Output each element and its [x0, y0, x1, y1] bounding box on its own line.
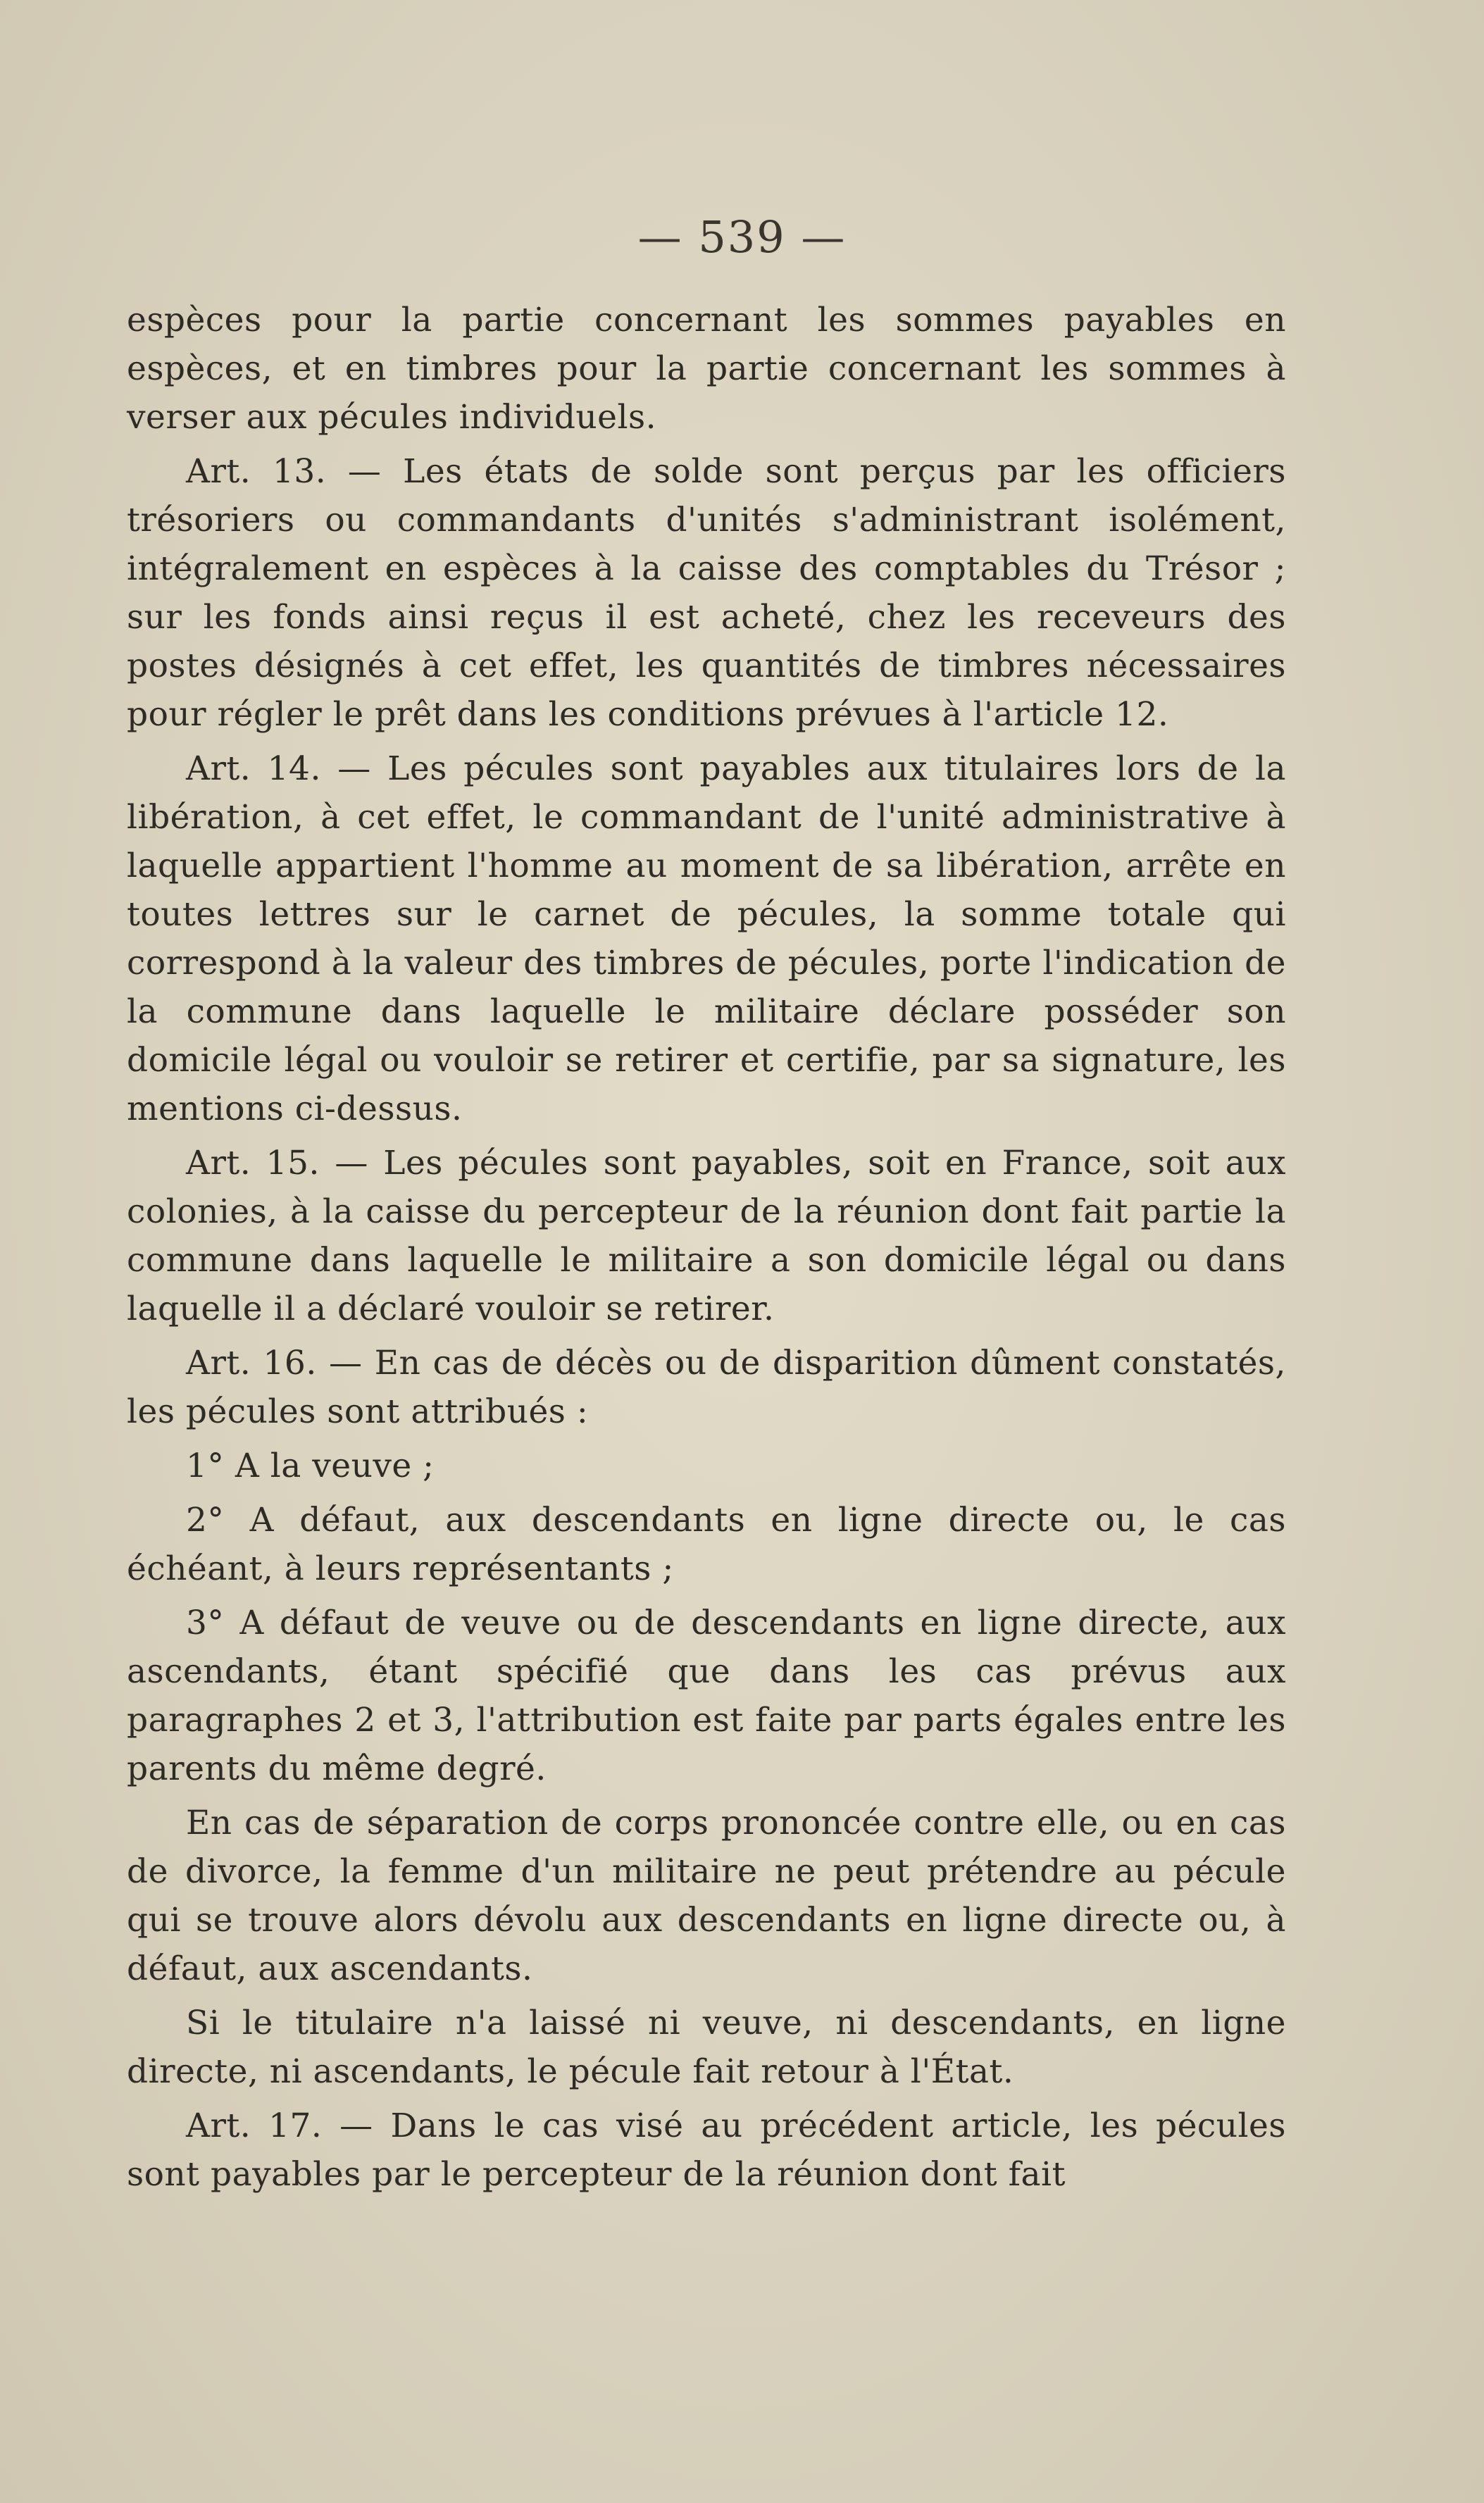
paragraph-continuation: espèces pour la partie concernant les sommes payables en espèces, et en timbres pour la partie concernant les sommes à verser aux pécules individuels.	[127, 301, 1286, 437]
body-text	[127, 296, 1286, 2204]
paragraph-article-15: Art. 15. — Les pécules sont payables, soit en France, soit aux colonies, à la caisse du percepteur de la réunion dont fait partie la commune dans laquelle le militaire a son domicile légal ou dans laquelle il a déclaré vouloir se retirer.	[127, 1144, 1286, 1328]
list-item-ascendants: 3° A défaut de veuve ou de descendants en ligne directe, aux ascendants, étant spécifié que dans les cas prévus aux paragraphes 2 et 3, l'attribution est faite par parts égales entre les parents du même degré.	[127, 1604, 1286, 1788]
list-item-widow: 1° A la veuve ;	[186, 1447, 435, 1485]
paragraph-article-16: Art. 16. — En cas de décès ou de disparition dûment constatés, les pécules sont attribués :	[127, 1344, 1286, 1431]
paragraph-article-17: Art. 17. — Dans le cas visé au précédent article, les pécules sont payables par le percepteur de la réunion dont fait	[127, 2106, 1286, 2194]
paragraph-return-to-state: Si le titulaire n'a laissé ni veuve, ni descendants, en ligne directe, ni ascendants, le pécule fait retour à l'État.	[127, 2004, 1286, 2091]
list-item-descendants: 2° A défaut, aux descendants en ligne directe ou, le cas échéant, à leurs représentants ;	[127, 1501, 1286, 1588]
paragraph-separation: En cas de séparation de corps prononcée contre elle, ou en cas de divorce, la femme d'un militaire ne peut prétendre au pécule qui se trouve alors dévolu aux descendants en ligne directe ou, à défaut, aux ascendants.	[127, 1804, 1286, 1988]
page-number: — 539 —	[637, 211, 847, 263]
paragraph-article-13: Art. 13. — Les états de solde sont perçus par les officiers trésoriers ou commandants d'unités s'administrant isolément, intégralement en espèces à la caisse des comptables du Trésor ; sur les fonds ainsi reçus il est acheté, chez les receveurs des postes désignés à cet effet, les quantités de timbres nécessaires pour régler le prêt dans les conditions prévues à l'article 12.	[127, 452, 1286, 734]
paragraph-article-14: Art. 14. — Les pécules sont payables aux titulaires lors de la libération, à cet effet, le commandant de l'unité administrative à laquelle appartient l'homme au moment de sa libération, arrête en toutes lettres sur le carnet de pécules, la somme totale qui correspond à la valeur des timbres de pécules, porte l'indication de la commune dans laquelle le militaire déclare posséder son domicile légal ou vouloir se retirer et certifie, par sa signature, les mentions ci-dessus.	[127, 749, 1286, 1128]
